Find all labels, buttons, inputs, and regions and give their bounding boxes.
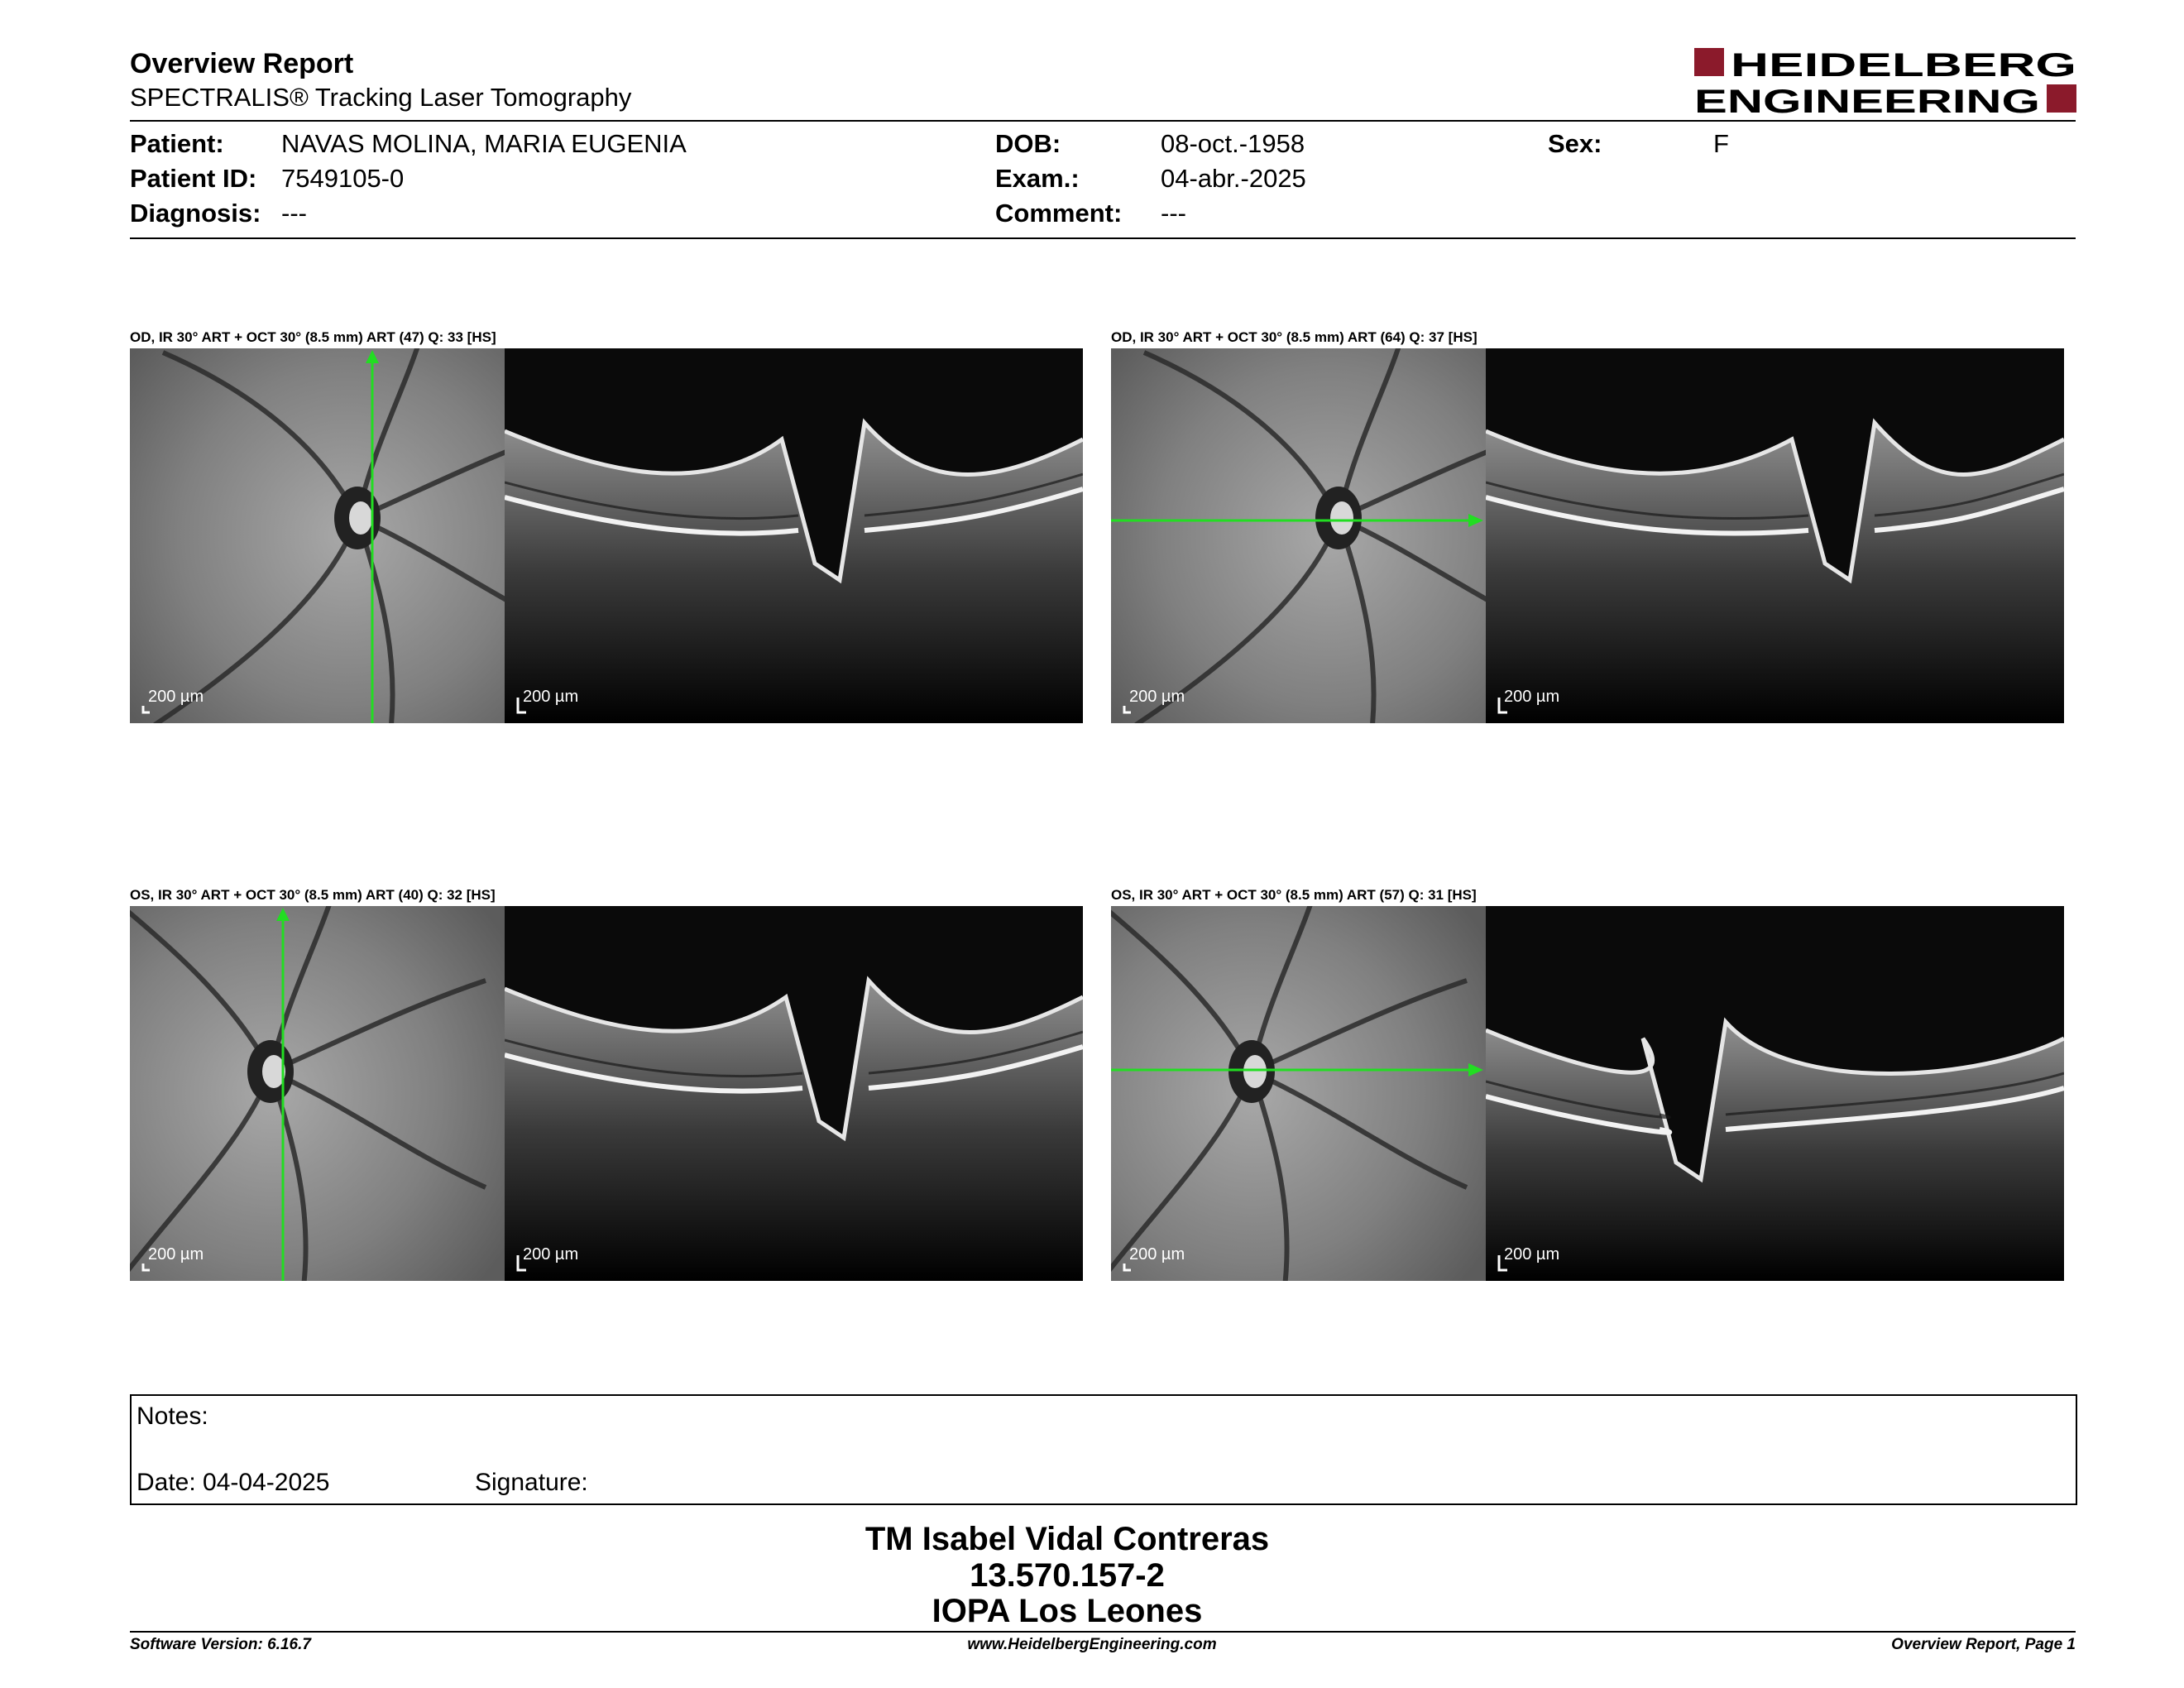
scan-caption: OS, IR 30° ART + OCT 30° (8.5 mm) ART (57) Q: 31 [HS] <box>1111 887 1477 903</box>
scan-caption: OD, IR 30° ART + OCT 30° (8.5 mm) ART (64) Q: 37 [HS] <box>1111 329 1478 345</box>
oct-bscan-image <box>505 348 1083 723</box>
date-label: Date: 04-04-2025 <box>136 1469 330 1496</box>
scan-panel <box>130 906 1102 1281</box>
notes-label: Notes: <box>136 1403 208 1430</box>
patient-name: NAVAS MOLINA, MARIA EUGENIA <box>281 129 687 158</box>
patient-divider <box>130 237 2076 239</box>
sex-value: F <box>1713 129 1729 158</box>
page-number: Overview Report, Page 1 <box>1891 1636 2076 1653</box>
software-version: Software Version: 6.16.7 <box>130 1636 311 1653</box>
exam-value: 04-abr.-2025 <box>1161 164 1306 193</box>
ir-scale-label: 200 µm <box>148 1245 204 1264</box>
sex-label: Sex: <box>1548 129 1602 158</box>
diagnosis-label: Diagnosis: <box>130 199 261 228</box>
signature-label: Signature: <box>475 1469 588 1496</box>
scan-panel <box>130 348 1102 723</box>
scan-caption: OS, IR 30° ART + OCT 30° (8.5 mm) ART (40) Q: 32 [HS] <box>130 887 496 903</box>
logo-text-line2: ENGINEERING <box>1694 84 2040 116</box>
scan-caption: OD, IR 30° ART + OCT 30° (8.5 mm) ART (47) Q: 33 [HS] <box>130 329 496 345</box>
patient-id-label: Patient ID: <box>130 164 257 193</box>
logo-text-line1: HEIDELBERG <box>1731 47 2076 84</box>
dob-value: 08-oct.-1958 <box>1161 129 1305 158</box>
header-divider <box>130 120 2076 122</box>
ir-fundus-image <box>130 348 505 723</box>
oct-scale-label: 200 µm <box>523 688 579 706</box>
oct-bscan-image <box>1486 906 2064 1281</box>
website-link[interactable]: www.HeidelbergEngineering.com <box>967 1636 1217 1653</box>
scan-panel <box>1111 906 2083 1281</box>
oct-scale-label: 200 µm <box>1504 1245 1560 1264</box>
logo-square-top <box>1694 48 1724 76</box>
oct-scale-label: 200 µm <box>523 1245 579 1264</box>
oct-bscan-image <box>505 906 1083 1281</box>
oct-bscan-image <box>1486 348 2064 723</box>
ir-fundus-image <box>130 906 505 1281</box>
ir-fundus-image <box>1111 348 1486 723</box>
stamp-institution: IOPA Los Leones <box>932 1593 1203 1629</box>
logo-square-bottom <box>2047 84 2076 113</box>
ir-scale-label: 200 µm <box>1129 1245 1185 1264</box>
heidelberg-logo <box>1694 46 2078 116</box>
report-subtitle: SPECTRALIS® Tracking Laser Tomography <box>130 83 632 112</box>
patient-id-value: 7549105-0 <box>281 164 405 193</box>
comment-label: Comment: <box>995 199 1123 228</box>
patient-label: Patient: <box>130 129 224 158</box>
diagnosis-value: --- <box>281 199 307 228</box>
notes-box <box>130 1394 2077 1505</box>
ir-fundus-image <box>1111 906 1486 1281</box>
ir-scale-label: 200 µm <box>1129 688 1185 706</box>
scan-panel <box>1111 348 2083 723</box>
ir-scale-label: 200 µm <box>148 688 204 706</box>
stamp-id: 13.570.157-2 <box>970 1557 1165 1594</box>
dob-label: DOB: <box>995 129 1061 158</box>
report-title: Overview Report <box>130 48 354 79</box>
exam-label: Exam.: <box>995 164 1080 193</box>
comment-value: --- <box>1161 199 1186 228</box>
footer-divider <box>130 1631 2076 1633</box>
oct-scale-label: 200 µm <box>1504 688 1560 706</box>
stamp-name: TM Isabel Vidal Contreras <box>864 1521 1270 1557</box>
